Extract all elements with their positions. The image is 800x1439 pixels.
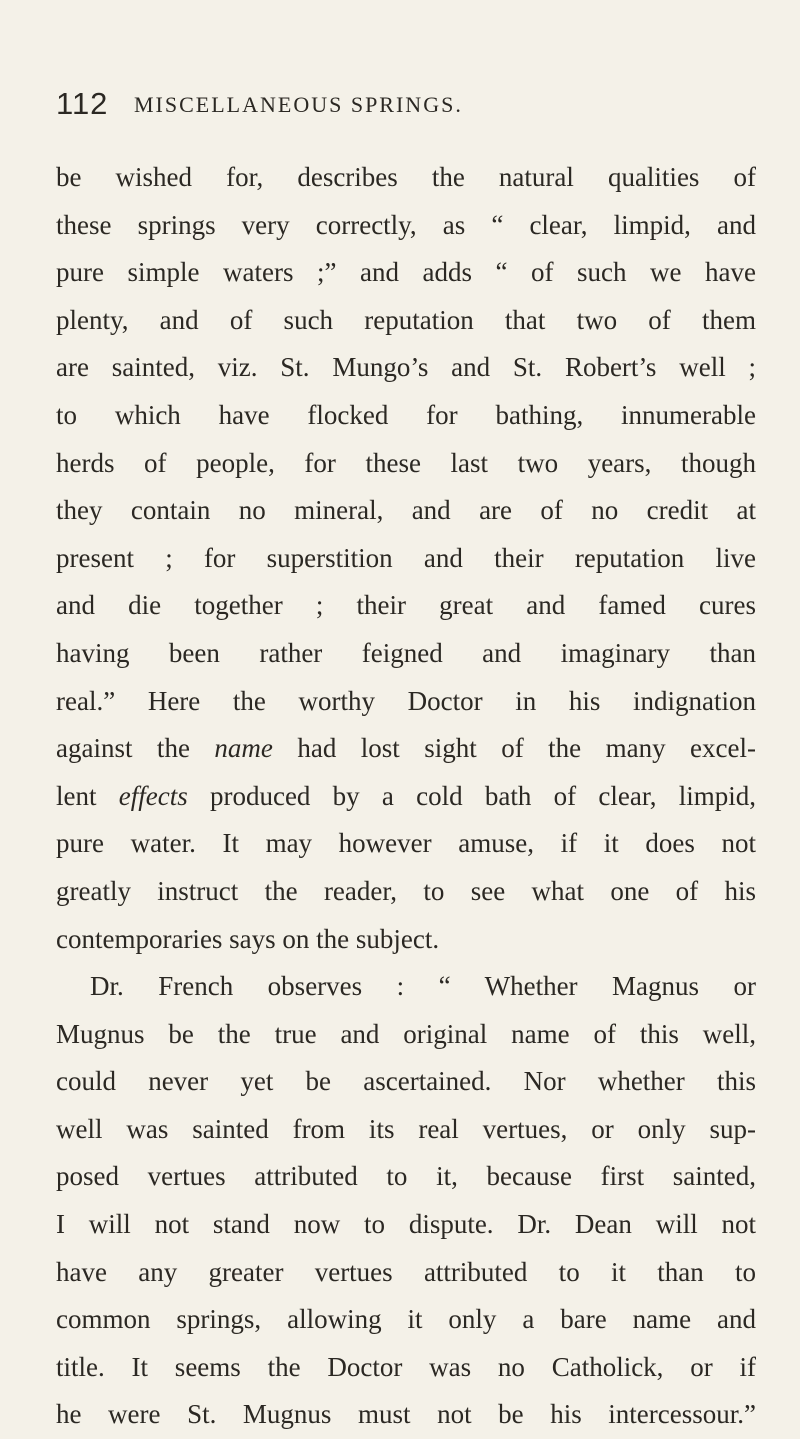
text-line: to which have flocked for bathing, innumerable xyxy=(56,399,756,430)
text-line: pure water. It may however amuse, if it does not xyxy=(56,828,756,859)
text-line: I will not stand now to dispute. Dr. Dean will not xyxy=(56,1209,756,1240)
text-line: Dr. French observes : “ Whether Magnus or xyxy=(90,971,756,1002)
text-line: real.” Here the worthy Doctor in his indignation xyxy=(56,685,756,716)
text-fragment: had lost sight of the many excel- xyxy=(297,733,757,764)
text-fragment: lent xyxy=(56,780,97,811)
text-line xyxy=(56,725,756,773)
text-line: these springs very correctly, as “ clear, limpid, and xyxy=(56,209,756,240)
text-line: have any greater vertues attributed to it than to xyxy=(56,1256,756,1287)
text-line: Mugnus be the true and original name of this well, xyxy=(56,1018,756,1049)
text-line: be wished for, describes the natural qualities of xyxy=(56,162,756,192)
page-number: 112 xyxy=(56,86,109,121)
italic-word-name: name xyxy=(214,733,273,764)
text-fragment: against the xyxy=(56,733,190,764)
text-line: common springs, allowing it only a bare name and xyxy=(56,1304,756,1335)
text-line: herds of people, for these last two years, though xyxy=(56,447,756,478)
running-title: MISCELLANEOUS SPRINGS. xyxy=(134,92,463,117)
italic-word-effects: effects xyxy=(118,780,188,811)
text-line: are sainted, viz. St. Mungo’s and St. Robert’s well ; xyxy=(56,352,756,383)
text-line: posed vertues attributed to it, because first sainted, xyxy=(56,1161,756,1192)
text-line: having been rather feigned and imaginary than xyxy=(56,637,756,668)
text-line: greatly instruct the reader, to see what one of his xyxy=(56,875,756,906)
text-line: plenty, and of such reputation that two of them xyxy=(56,304,756,335)
text-line: title. It seems the Doctor was no Catholick, or if xyxy=(56,1351,756,1382)
text-line: pure simple waters ;” and adds “ of such we have xyxy=(56,257,756,288)
text-line: well was sainted from its real vertues, or only sup- xyxy=(56,1113,756,1144)
body-text xyxy=(56,154,756,1439)
text-line: contemporaries says on the subject. xyxy=(56,923,440,954)
text-line: they contain no mineral, and are of no credit at xyxy=(56,495,756,526)
text-line: and die together ; their great and famed cures xyxy=(56,590,756,621)
text-line: present ; for superstition and their reputation live xyxy=(56,542,756,573)
text-line xyxy=(56,773,756,821)
running-head xyxy=(56,86,746,126)
text-line: he were St. Mugnus must not be his intercessour.” xyxy=(56,1399,756,1430)
text-line: could never yet be ascertained. Nor whether this xyxy=(56,1066,756,1097)
text-fragment: produced by a cold bath of clear, limpid, xyxy=(209,780,756,811)
